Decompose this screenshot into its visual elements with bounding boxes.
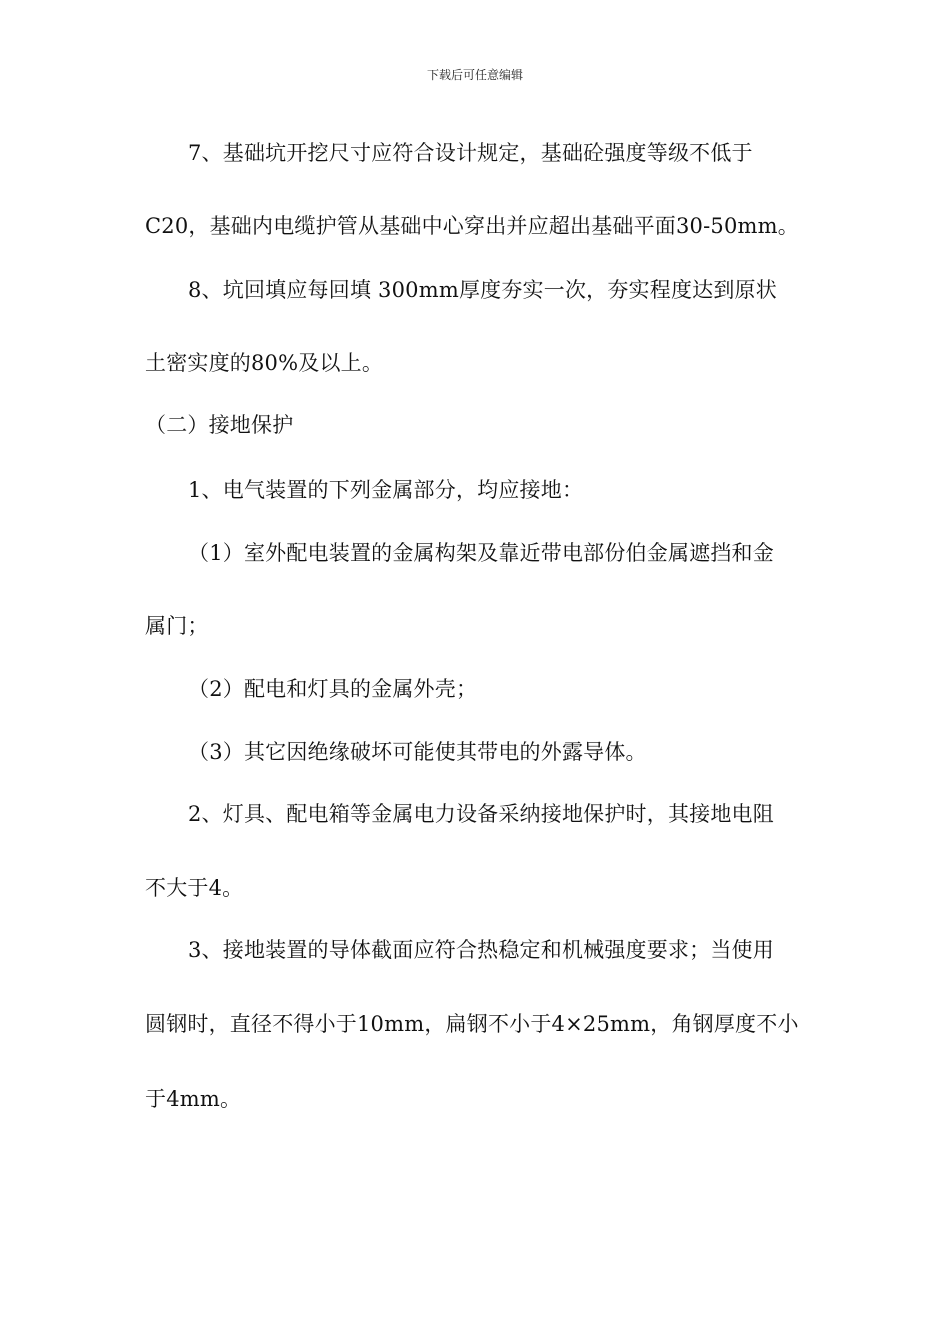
paragraph-line: 1、电气装置的下列金属部分，均应接地： bbox=[188, 478, 584, 502]
paragraph-line: 3、接地装置的导体截面应符合热稳定和机械强度要求；当使用 bbox=[188, 938, 774, 962]
paragraph-line: 于4mm。 bbox=[145, 1087, 242, 1111]
paragraph-line: 8、坑回填应每回填 300mm厚度夯实一次，夯实程度达到原状 bbox=[188, 278, 777, 302]
paragraph-line: 不大于4。 bbox=[145, 876, 244, 900]
list-item: （1）室外配电装置的金属构架及靠近带电部份伯金属遮挡和金 bbox=[188, 541, 774, 565]
paragraph-line: C20，基础内电缆护管从基础中心穿出并应超出基础平面30-50mm。 bbox=[145, 214, 799, 238]
paragraph-line: 土密实度的80%及以上。 bbox=[145, 351, 384, 375]
list-item: （3）其它因绝缘破坏可能使其带电的外露导体。 bbox=[188, 740, 647, 764]
paragraph-line: 圆钢时，直径不得小于10mm，扁钢不小于4×25mm，角钢厚度不小 bbox=[145, 1012, 799, 1036]
page-header: 下载后可任意编辑 bbox=[426, 68, 523, 82]
paragraph-line: 7、基础坑开挖尺寸应符合设计规定，基础砼强度等级不低于 bbox=[188, 141, 753, 165]
paragraph-line: 属门； bbox=[145, 614, 209, 638]
list-item: （2）配电和灯具的金属外壳； bbox=[188, 677, 478, 701]
section-heading: （二）接地保护 bbox=[145, 413, 294, 437]
paragraph-line: 2、灯具、配电箱等金属电力设备采纳接地保护时，其接地电阻 bbox=[188, 802, 774, 826]
